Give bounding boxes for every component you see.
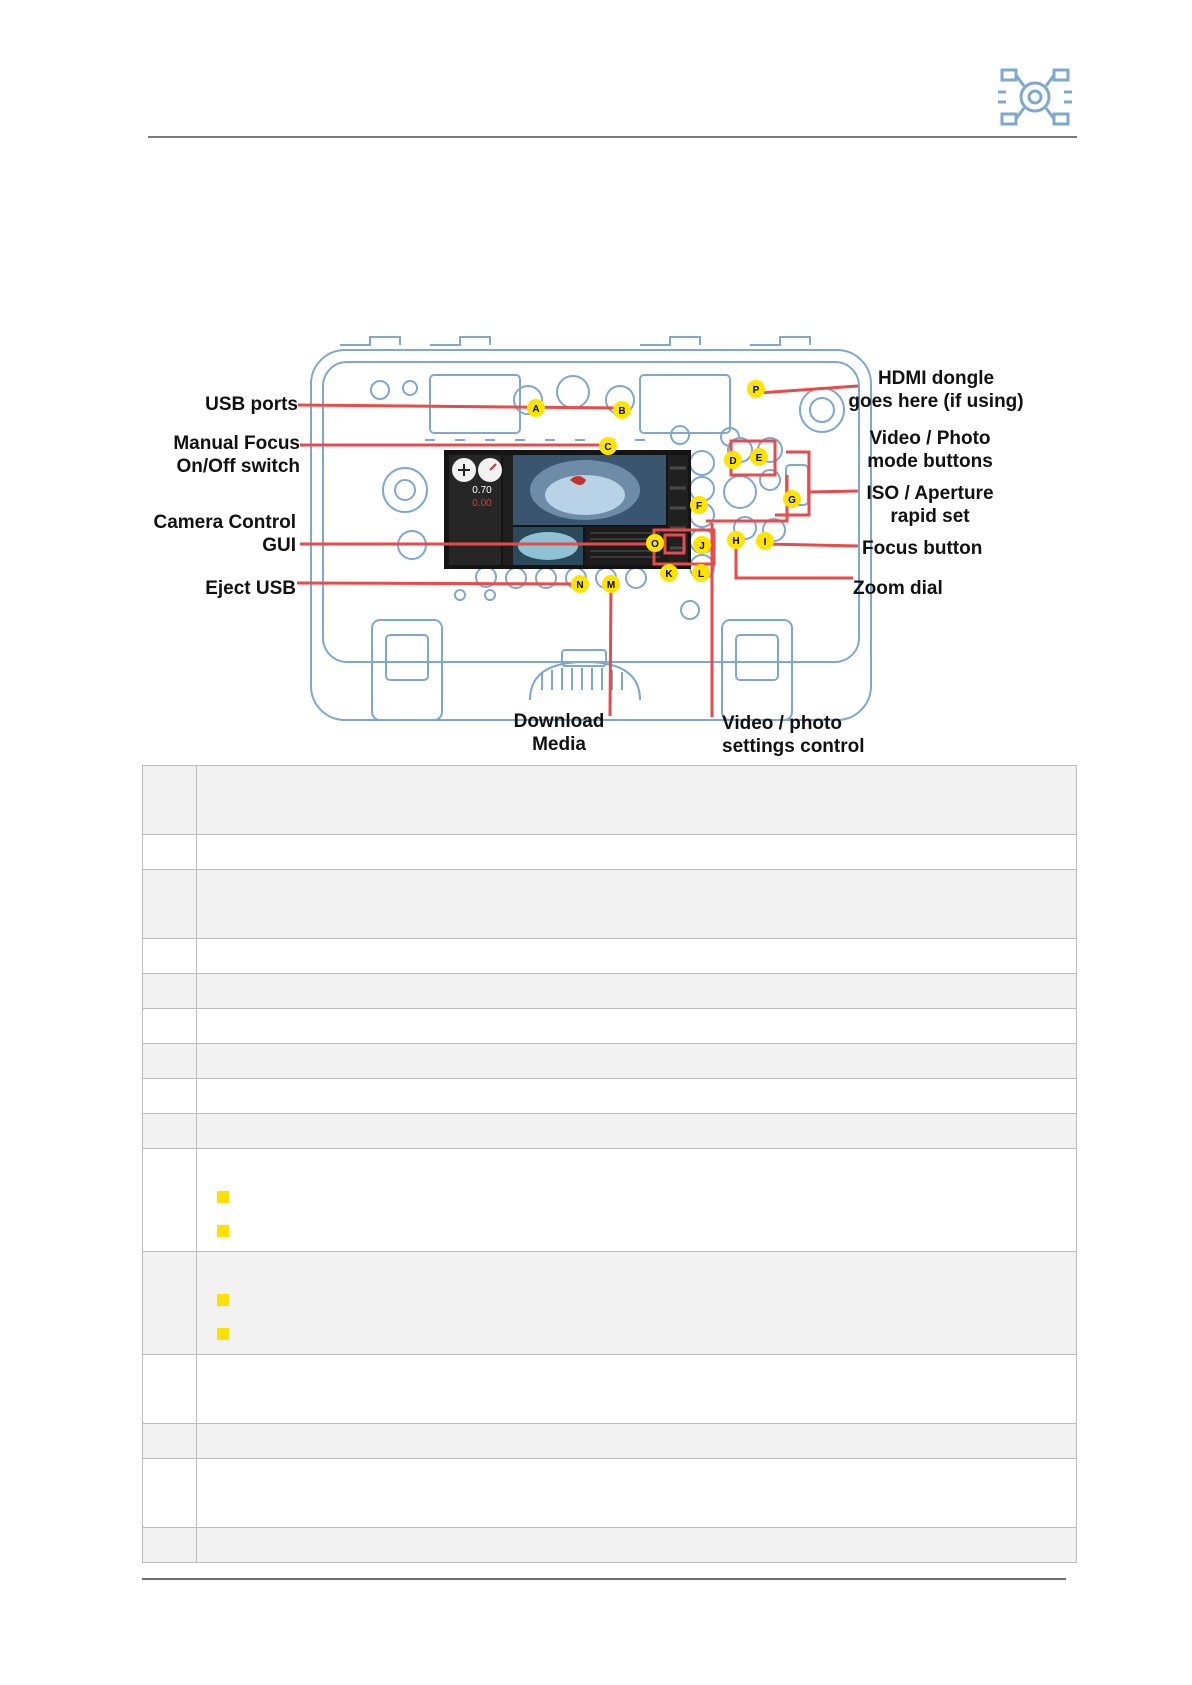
svg-text:M: M [606, 580, 616, 591]
legend-key [143, 939, 197, 974]
marker-p [747, 380, 765, 398]
footer-rule [142, 1578, 1066, 1580]
svg-text:A: A [532, 404, 540, 415]
legend-desc [197, 1424, 1077, 1459]
legend-desc [197, 870, 1077, 939]
svg-text:J: J [699, 541, 705, 552]
svg-text:B: B [618, 406, 626, 417]
legend-row [143, 939, 1077, 974]
legend-table [142, 765, 1077, 1563]
callout-camera-control-gui: Camera Control GUI [153, 512, 296, 556]
bullet-icon [217, 1328, 229, 1340]
legend-key [143, 1424, 197, 1459]
svg-text:F: F [695, 501, 703, 512]
legend-desc-with-bullets [197, 1149, 1077, 1252]
legend-row [143, 766, 1077, 835]
svg-text:N: N [576, 580, 584, 591]
legend-key [143, 766, 197, 835]
legend-key [143, 1079, 197, 1114]
legend-desc [197, 835, 1077, 870]
legend-key [143, 870, 197, 939]
legend-desc [197, 1079, 1077, 1114]
legend-row [143, 1079, 1077, 1114]
marker-a [527, 399, 545, 417]
marker-j [693, 536, 711, 554]
marker-c [599, 437, 617, 455]
marker-n [571, 575, 589, 593]
marker-b [613, 401, 631, 419]
callout-focus-button: Focus button [862, 538, 983, 559]
callout-video-photo-mode: Video / Photo mode buttons [867, 428, 993, 472]
marker-d [724, 451, 742, 469]
svg-text:K: K [665, 569, 673, 580]
callout-eject-usb: Eject USB [205, 578, 296, 599]
marker-g [783, 490, 801, 508]
marker-k [660, 564, 678, 582]
legend-desc [197, 1114, 1077, 1149]
bullet-icon [217, 1225, 229, 1237]
callout-hdmi-dongle: HDMI dongle goes here (if using) [848, 368, 1024, 412]
legend-row [143, 1424, 1077, 1459]
legend-row [143, 1044, 1077, 1079]
svg-text:H: H [732, 536, 740, 547]
legend-row [143, 1009, 1077, 1044]
marker-i [756, 532, 774, 550]
legend-key [143, 1355, 197, 1424]
legend-desc [197, 1528, 1077, 1563]
screen-readout-1: 0.70 [472, 485, 492, 496]
marker-h [727, 531, 745, 549]
callout-manual-focus: Manual Focus On/Off switch [173, 433, 300, 477]
svg-text:G: G [788, 495, 796, 506]
legend-key [143, 1459, 197, 1528]
marker-l [692, 564, 710, 582]
legend-row [143, 1355, 1077, 1424]
callout-video-photo-settings: Video / photo settings control [722, 713, 865, 757]
legend-desc [197, 1044, 1077, 1079]
legend-key [143, 1009, 197, 1044]
legend-key [143, 1114, 197, 1149]
legend-key [143, 1252, 197, 1355]
marker-o [646, 534, 664, 552]
svg-text:I: I [763, 537, 767, 548]
svg-text:C: C [604, 442, 612, 453]
legend-desc [197, 1009, 1077, 1044]
svg-text:D: D [729, 456, 737, 467]
callout-iso-aperture: ISO / Aperture rapid set [866, 483, 994, 527]
legend-row [143, 1149, 1077, 1252]
svg-text:E: E [755, 453, 763, 464]
legend-row [143, 1459, 1077, 1528]
svg-text:P: P [752, 385, 760, 396]
callout-usb-ports: USB ports [205, 394, 298, 415]
legend-key [143, 1528, 197, 1563]
legend-key [143, 1149, 197, 1252]
legend-row [143, 974, 1077, 1009]
marker-f [690, 496, 708, 514]
legend-desc [197, 766, 1077, 835]
callout-download-media: Download Media [513, 711, 605, 755]
legend-desc [197, 974, 1077, 1009]
legend-row [143, 1252, 1077, 1355]
legend-desc [197, 1355, 1077, 1424]
legend-desc [197, 1459, 1077, 1528]
legend-key [143, 1044, 197, 1079]
screen-readout-2: 0.00 [472, 498, 492, 509]
legend-key [143, 835, 197, 870]
legend-key [143, 974, 197, 1009]
legend-desc-with-bullets [197, 1252, 1077, 1355]
legend-row [143, 870, 1077, 939]
svg-text:O: O [651, 539, 659, 550]
marker-m [602, 575, 620, 593]
legend-row [143, 1114, 1077, 1149]
bullet-icon [217, 1191, 229, 1203]
legend-row [143, 1528, 1077, 1563]
svg-text:L: L [697, 569, 705, 580]
legend-row [143, 835, 1077, 870]
bullet-icon [217, 1294, 229, 1306]
legend-desc [197, 939, 1077, 974]
callout-zoom-dial: Zoom dial [853, 578, 943, 599]
marker-e [750, 448, 768, 466]
